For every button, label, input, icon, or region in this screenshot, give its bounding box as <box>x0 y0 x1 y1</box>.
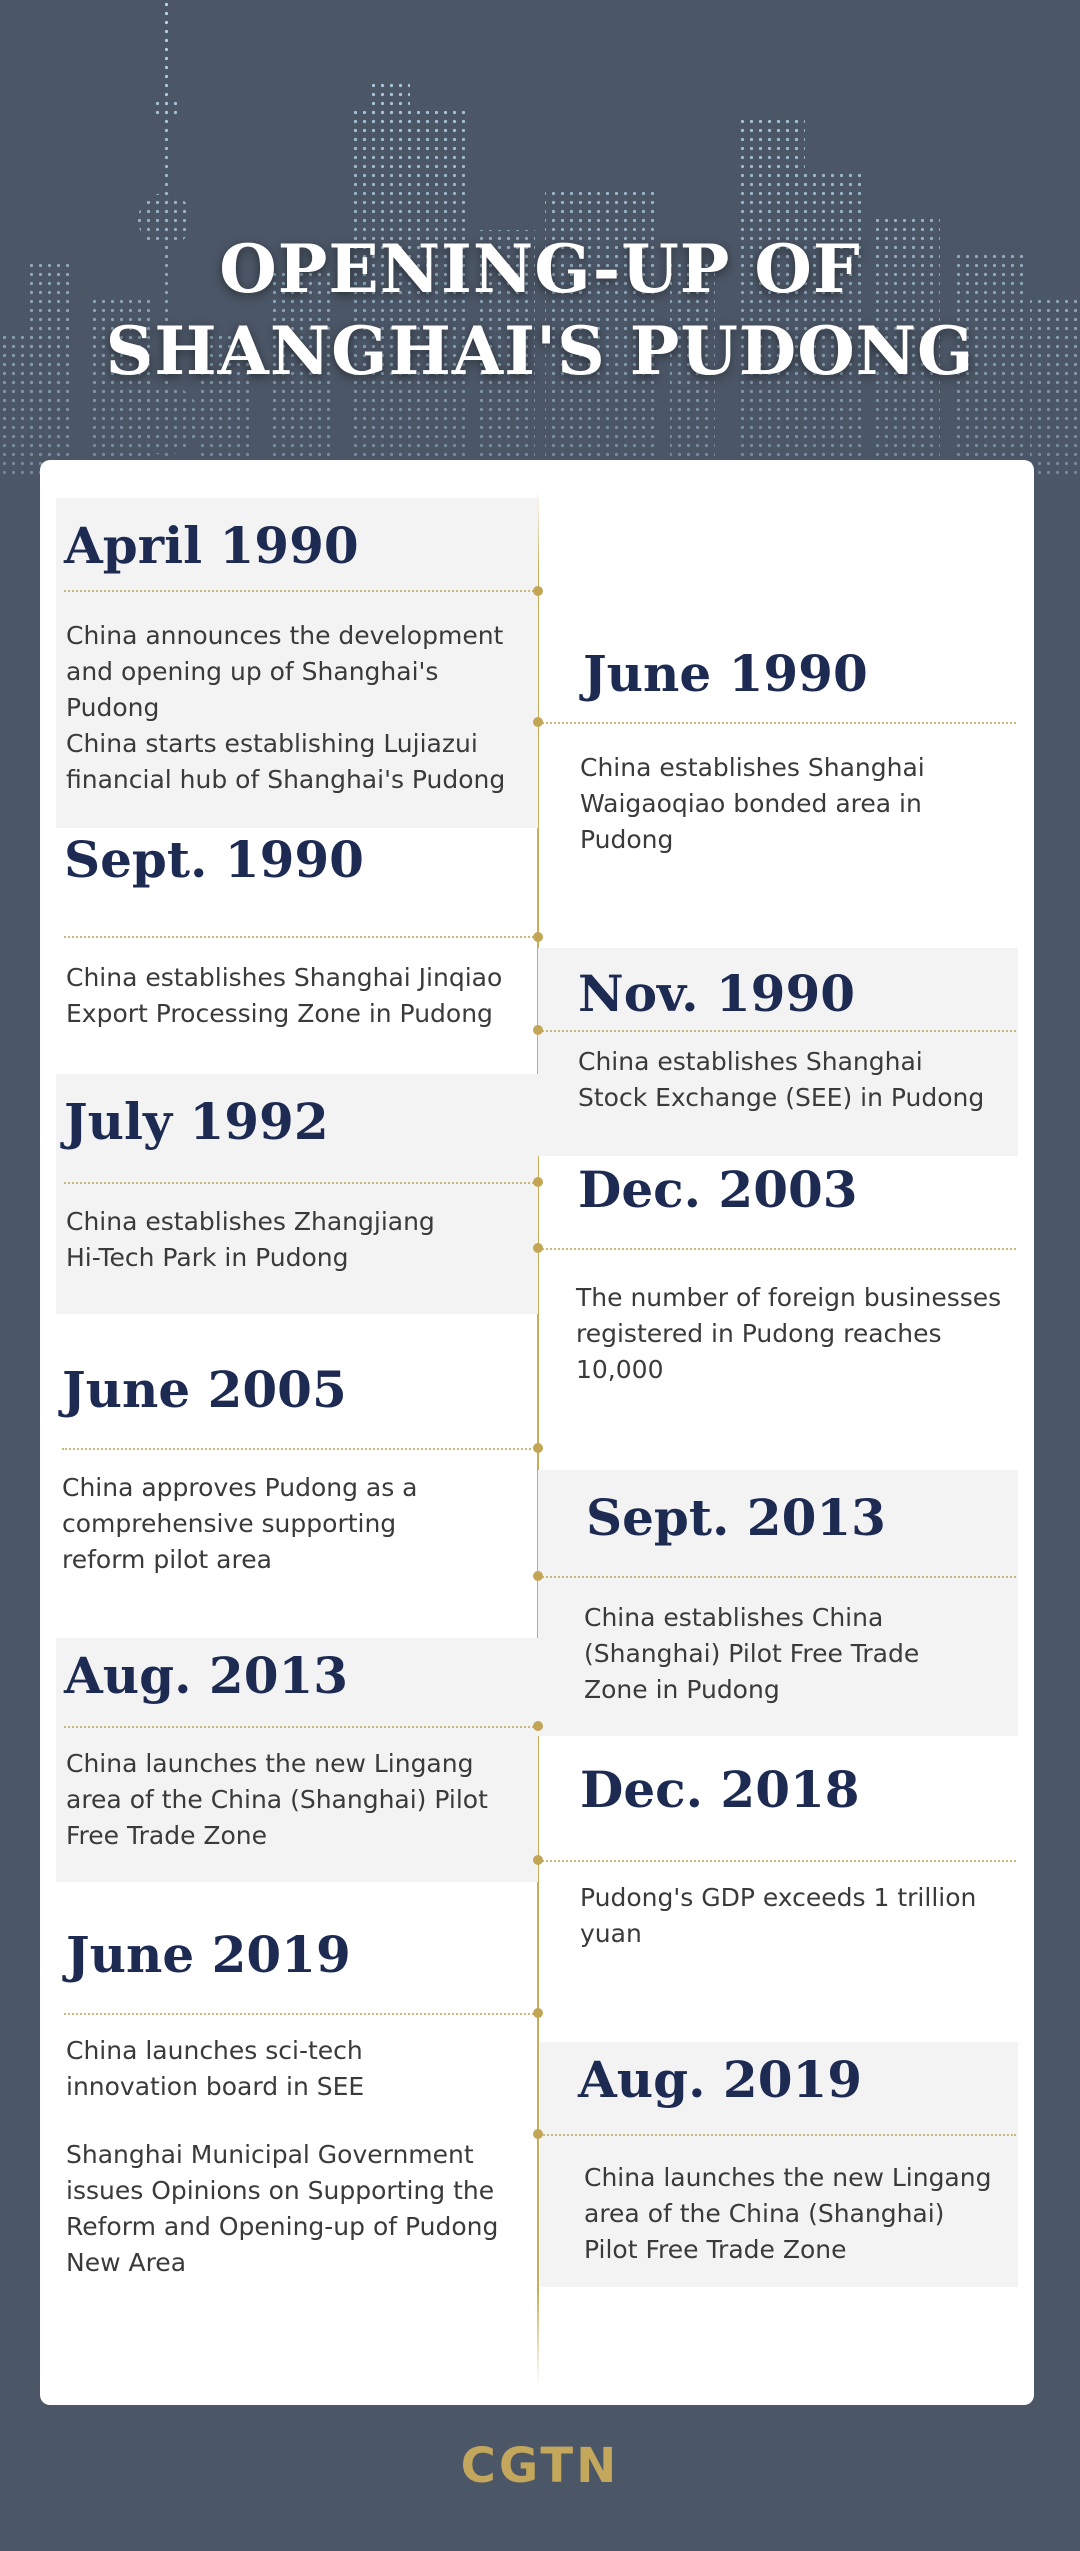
entry-description: China starts establishing Lujiazui financial hub of Shanghai's Pudong <box>66 729 506 794</box>
entry-date: Sept. 1990 <box>64 830 364 889</box>
timeline-entry-june-1990 <box>538 630 1018 870</box>
entry-description: China establishes Shanghai Waigaoqiao bonded area in Pudong <box>580 753 925 854</box>
entry-description: China establishes China (Shanghai) Pilot Free Trade Zone in Pudong <box>584 1603 920 1704</box>
entry-separator <box>64 1182 538 1184</box>
entry-description: Shanghai Municipal Government issues Opinions on Supporting the Reform and Opening-up of Pudong New Area <box>66 2140 499 2277</box>
timeline-dot <box>533 717 543 727</box>
entry-description: China establishes Shanghai Stock Exchange (SEE) in Pudong <box>578 1047 985 1112</box>
entry-date: Nov. 1990 <box>578 964 856 1023</box>
entry-separator <box>64 936 538 938</box>
entry-separator <box>538 722 1016 724</box>
entry-date: Dec. 2003 <box>578 1160 858 1219</box>
entry-date: Aug. 2013 <box>64 1646 349 1705</box>
timeline-dot <box>533 1855 543 1865</box>
timeline-entry-sept-1990 <box>56 830 538 1030</box>
page-title <box>0 228 1080 392</box>
timeline-entry-aug-2013 <box>56 1638 538 1882</box>
cgtn-logo: CGTN <box>460 2438 620 2494</box>
timeline-dot <box>533 932 543 942</box>
timeline-card <box>40 460 1034 2405</box>
entry-separator <box>64 1726 538 1728</box>
entry-description: China approves Pudong as a comprehensive supporting reform pilot area <box>62 1473 418 1574</box>
entry-date: June 2005 <box>62 1360 347 1419</box>
entry-description: The number of foreign businesses registered in Pudong reaches 10,000 <box>576 1283 1002 1384</box>
entry-separator <box>538 1030 1016 1032</box>
timeline-entry-dec-2018 <box>538 1760 1018 1960</box>
title-line-2: SHANGHAI'S PUDONG <box>105 312 975 390</box>
timeline-dot <box>533 1243 543 1253</box>
entry-date: Dec. 2018 <box>580 1760 860 1819</box>
timeline-entry-july-1992 <box>56 1074 538 1314</box>
timeline-entry-june-2005 <box>56 1360 538 1600</box>
timeline-entry-dec-2003 <box>538 1160 1018 1400</box>
timeline-dot <box>533 1443 543 1453</box>
entry-separator <box>64 2013 538 2015</box>
entry-separator <box>538 1576 1016 1578</box>
entry-separator <box>540 2134 1016 2136</box>
entry-separator <box>538 1860 1016 1862</box>
entry-date: June 1990 <box>583 644 868 703</box>
entry-date: July 1992 <box>64 1092 329 1151</box>
entry-description: China establishes Shanghai Jinqiao Export Processing Zone in Pudong <box>66 963 503 1028</box>
entry-description: Pudong's GDP exceeds 1 trillion yuan <box>580 1883 977 1948</box>
timeline-dot <box>533 2008 543 2018</box>
timeline-dot <box>533 1571 543 1581</box>
entry-separator <box>538 1248 1016 1250</box>
entry-date: April 1990 <box>64 516 359 575</box>
timeline-entry-sept-2013 <box>538 1470 1018 1736</box>
timeline-dot <box>533 2129 543 2139</box>
entry-separator <box>64 590 538 592</box>
entry-date: Aug. 2019 <box>578 2050 863 2109</box>
entry-separator <box>62 1448 538 1450</box>
timeline-dot <box>533 586 543 596</box>
timeline-dot <box>533 1025 543 1035</box>
timeline-entry-june-2019 <box>56 1925 538 2365</box>
entry-description: China launches sci-tech innovation board in SEE <box>66 2036 365 2101</box>
timeline-entry-april-1990 <box>56 498 538 828</box>
entry-description: China launches the new Lingang area of the China (Shanghai) Pilot Free Trade Zone <box>584 2163 992 2264</box>
title-line-1: OPENING-UP OF <box>219 230 861 308</box>
timeline-entry-aug-2019 <box>540 2042 1018 2287</box>
timeline-dot <box>533 1721 543 1731</box>
entry-description: China launches the new Lingang area of the China (Shanghai) Pilot Free Trade Zone <box>66 1749 488 1850</box>
entry-description: China establishes Zhangjiang Hi-Tech Park in Pudong <box>66 1207 435 1272</box>
timeline-entry-nov-1990 <box>538 948 1018 1156</box>
entry-date: June 2019 <box>66 1925 351 1984</box>
entry-date: Sept. 2013 <box>586 1488 886 1547</box>
entry-description: China announces the development and opening up of Shanghai's Pudong <box>66 621 504 722</box>
